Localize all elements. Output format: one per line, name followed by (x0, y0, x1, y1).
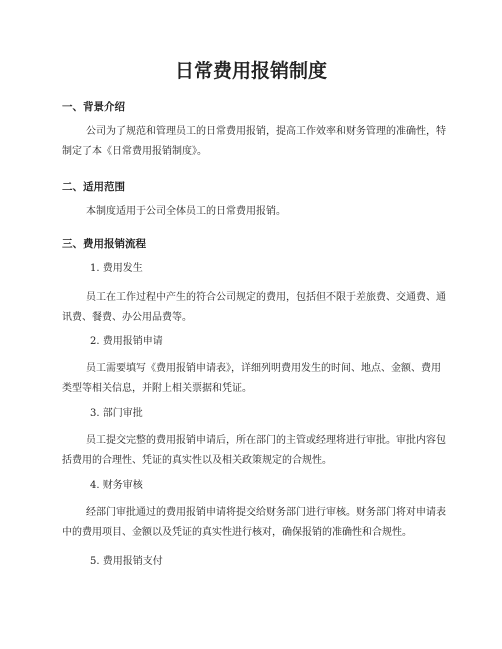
paragraph: 员工需要填写《费用报销申请表》，详细列明费用发生的时间、地点、金额、费用类型等相关信息，并附上相关票据和凭证。 (62, 363, 441, 394)
step-5 (62, 555, 450, 569)
section-scope-body (62, 202, 450, 222)
step-1 (62, 262, 450, 276)
paragraph: 员工提交完整的费用报销申请后，所在部门的主管或经理将进行审批。审批内容包括费用的合理性、凭证的真实性以及相关政策规定的合规性。 (62, 435, 446, 466)
section-heading: 一、背景介绍 (62, 101, 125, 113)
section-scope (62, 180, 450, 194)
document-title: 日常费用报销制度 (174, 60, 327, 82)
paragraph: 公司为了规范和管理员工的日常费用报销，提高工作效率和财务管理的准确性，特制定了本《日常费用报销制度》。 (62, 126, 446, 157)
paragraph: 经部门审批通过的费用报销申请将提交给财务部门进行审核。财务部门将对申请表中的费用项目、金额以及凭证的真实性进行核对，确保报销的准确性和合规性。 (62, 507, 446, 538)
step-label: 4. 财务审核 (90, 480, 143, 491)
step-4-body (62, 503, 450, 543)
step-2-body (62, 359, 450, 399)
paragraph: 本制度适用于公司全体员工的日常费用报销。 (86, 206, 286, 217)
section-background (62, 100, 450, 114)
section-heading: 二、适用范围 (62, 181, 125, 193)
paragraph: 员工在工作过程中产生的符合公司规定的费用，包括但不限于差旅费、交通费、通讯费、餐费、办公用品费等。 (62, 292, 446, 323)
step-label: 2. 费用报销申请 (90, 336, 163, 347)
step-3-body (62, 431, 450, 471)
step-3 (62, 407, 450, 421)
step-1-body (62, 288, 450, 328)
step-2 (62, 335, 450, 349)
step-4 (62, 479, 450, 493)
step-label: 1. 费用发生 (90, 263, 143, 274)
section-process (62, 237, 450, 251)
section-background-body (62, 122, 450, 162)
section-heading: 三、费用报销流程 (62, 238, 146, 250)
step-label: 3. 部门审批 (90, 408, 143, 419)
step-label: 5. 费用报销支付 (90, 556, 163, 567)
